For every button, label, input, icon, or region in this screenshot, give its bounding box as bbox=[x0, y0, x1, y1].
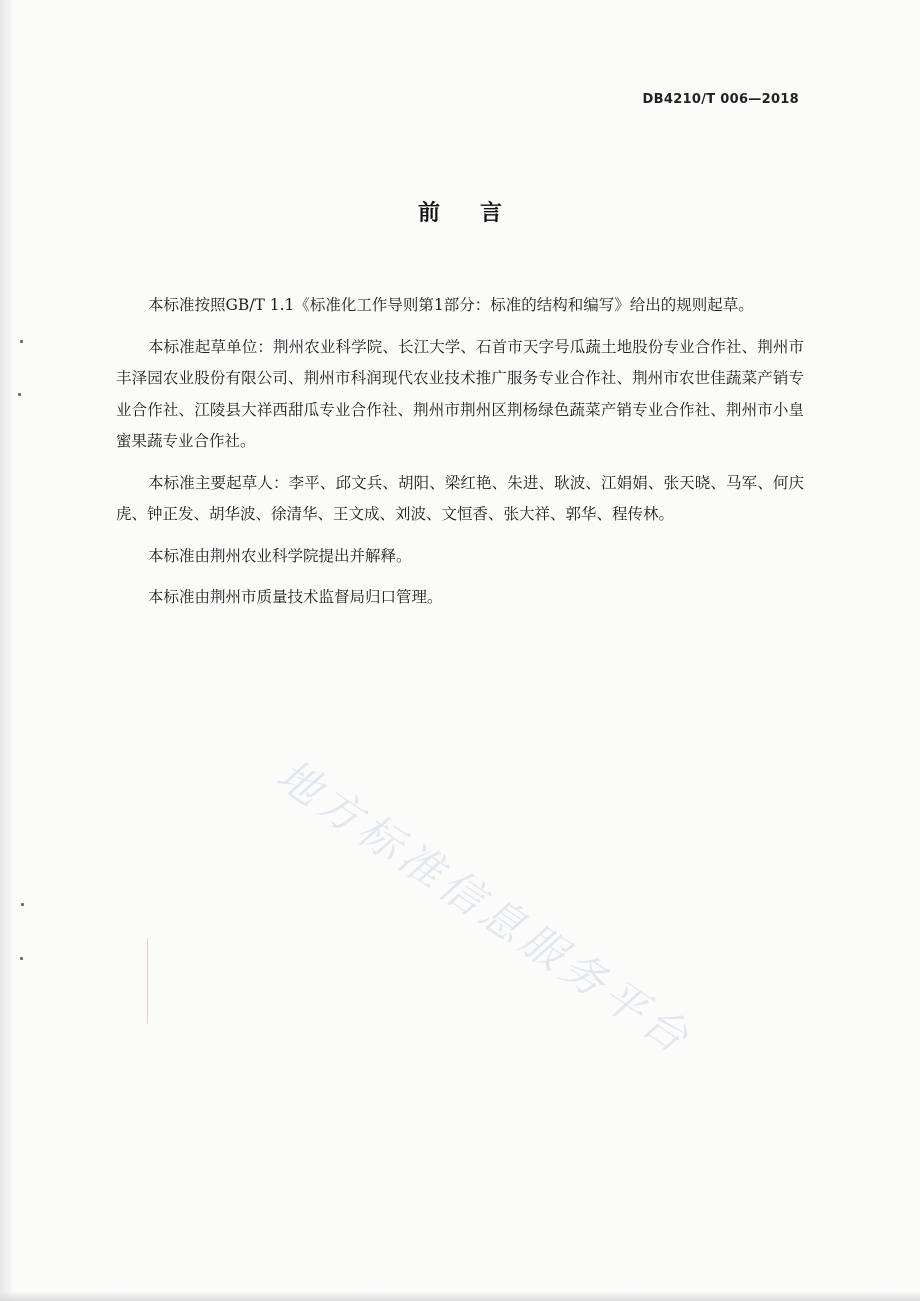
paragraph-drafting-units: 本标准起草单位：荆州农业科学院、长江大学、石首市天字号瓜蔬土地股份专业合作社、荆州市丰泽园农业股份有限公司、荆州市科润现代农业技术推广服务专业合作社、荆州市农世佳蔬菜产销专业合作社、江陵县大祥西甜瓜专业合作社、荆州市荆州区荆杨绿色蔬菜产销专业合作社、荆州市小皇蜜果蔬专业合作社。 bbox=[116, 337, 804, 450]
watermark: 地方标准信息服务平台 bbox=[266, 750, 702, 1066]
scan-margin-line bbox=[147, 938, 148, 1023]
scan-bottom-shadow bbox=[0, 1291, 920, 1301]
scan-speck bbox=[18, 393, 21, 396]
scan-speck bbox=[21, 903, 24, 906]
paragraph-drafters: 本标准主要起草人：李平、邱文兵、胡阳、梁红艳、朱进、耿波、江娟娟、张天晓、马军、何庆虎、钟正发、胡华波、徐清华、王文成、刘波、文恒香、张大祥、郭华、程传林。 bbox=[116, 473, 804, 523]
paragraph-administrator: 本标准由荆州市质量技术监督局归口管理。 bbox=[148, 588, 443, 606]
paragraph-proposer: 本标准由荆州农业科学院提出并解释。 bbox=[148, 546, 412, 565]
page-title: 前言 bbox=[417, 201, 542, 226]
paragraph-drafting-rules: 本标准按照GB/T 1.1《标准化工作导则第1部分：标准的结构和编写》给出的规则起草。 bbox=[148, 296, 754, 314]
scan-speck bbox=[20, 957, 23, 960]
scan-speck bbox=[20, 340, 23, 343]
foreword-body bbox=[116, 290, 804, 624]
document-code: DB4210/T 006—2018 bbox=[642, 92, 799, 107]
